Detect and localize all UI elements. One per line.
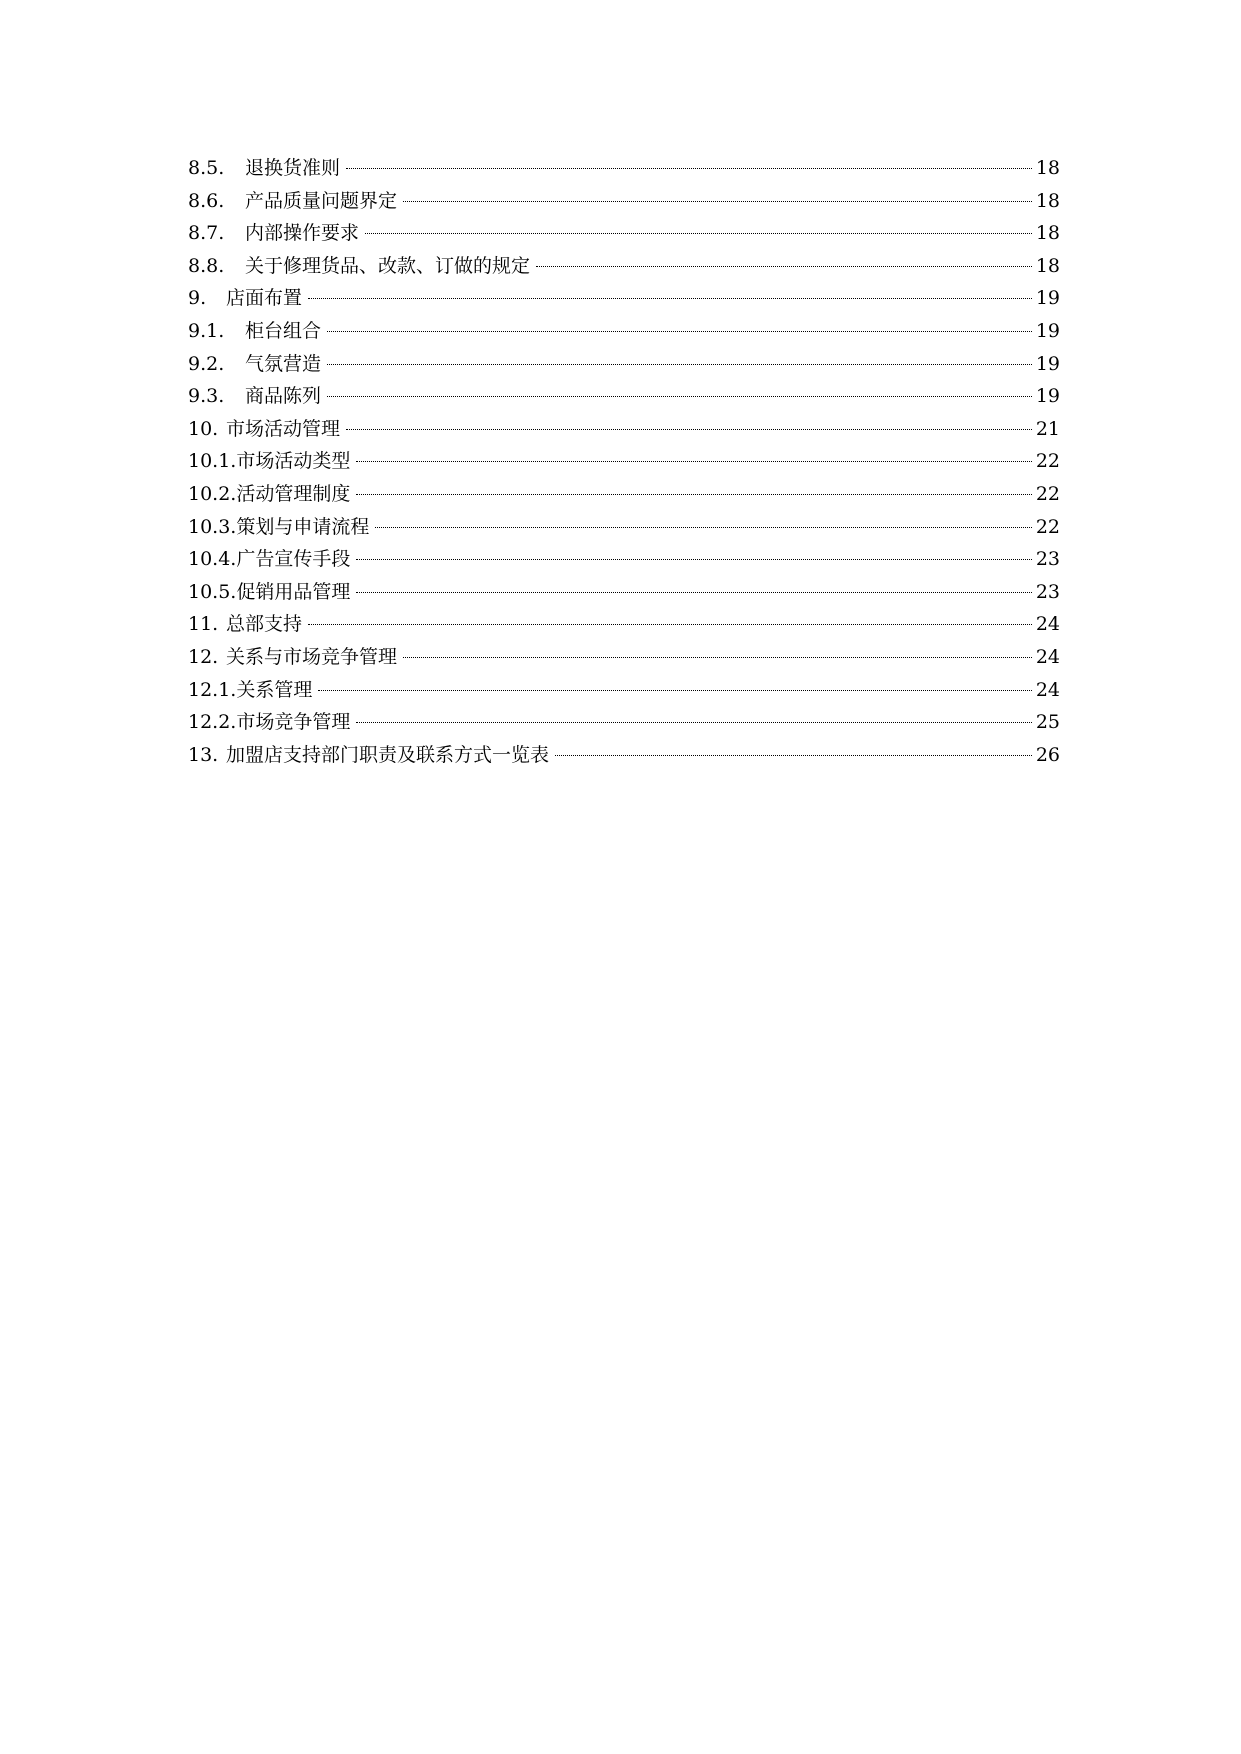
toc-entry-page: 24 — [1035, 645, 1060, 668]
toc-entry-number: 10.3. — [188, 515, 237, 538]
dot-leader — [356, 559, 1031, 560]
toc-entry-title: 产品质量问题界定 — [245, 189, 398, 212]
toc-entry-page: 22 — [1035, 450, 1060, 473]
toc-entry-13[interactable] — [188, 739, 1060, 772]
toc-entry-page: 19 — [1035, 319, 1060, 342]
toc-entry-number: 8.7. — [188, 222, 225, 245]
dot-leader — [346, 168, 1032, 169]
toc-entry-page: 18 — [1035, 157, 1060, 179]
toc-entry-title: 气氛营造 — [245, 352, 322, 375]
toc-entry-page: 18 — [1035, 254, 1060, 277]
toc-entry-title: 内部操作要求 — [245, 222, 360, 245]
table-of-contents — [188, 152, 1060, 771]
toc-entry-page: 24 — [1035, 678, 1060, 701]
toc-entry-page: 18 — [1035, 222, 1060, 245]
toc-entry-number: 10. — [188, 417, 219, 440]
toc-entry-12[interactable] — [188, 641, 1060, 674]
dot-leader — [318, 690, 1031, 691]
dot-leader — [375, 527, 1031, 528]
dot-leader — [356, 722, 1031, 723]
toc-entry-title: 市场活动类型 — [236, 450, 351, 473]
toc-entry-page: 25 — [1035, 711, 1060, 734]
dot-leader — [555, 755, 1032, 756]
toc-entry-page: 21 — [1035, 417, 1060, 440]
toc-entry-number: 9. — [188, 287, 207, 310]
toc-entry-title: 柜台组合 — [245, 319, 322, 342]
toc-entry-9-3[interactable] — [188, 380, 1060, 413]
toc-entry-title: 退换货准则 — [245, 157, 341, 179]
dot-leader — [327, 364, 1032, 365]
dot-leader — [403, 201, 1032, 202]
toc-entry-number: 10.4. — [188, 548, 237, 571]
dot-leader — [346, 429, 1032, 430]
toc-entry-number: 9.3. — [188, 385, 225, 408]
toc-entry-page: 18 — [1035, 189, 1060, 212]
dot-leader — [308, 298, 1032, 299]
toc-entry-title: 策划与申请流程 — [236, 515, 370, 538]
toc-entry-page: 26 — [1035, 743, 1060, 766]
toc-entry-11[interactable] — [188, 608, 1060, 641]
toc-entry-page: 22 — [1035, 482, 1060, 505]
dot-leader — [356, 461, 1031, 462]
toc-entry-number: 12.1. — [188, 678, 237, 701]
toc-entry-title: 活动管理制度 — [236, 482, 351, 505]
toc-entry-number: 8.5. — [188, 157, 225, 179]
dot-leader — [327, 396, 1032, 397]
toc-entry-12-1[interactable] — [188, 674, 1060, 707]
toc-entry-page: 23 — [1035, 548, 1060, 571]
toc-entry-10-3[interactable] — [188, 511, 1060, 544]
toc-entry-page: 22 — [1035, 515, 1060, 538]
toc-entry-page: 24 — [1035, 613, 1060, 636]
toc-entry-9-1[interactable] — [188, 315, 1060, 348]
toc-entry-title: 关于修理货品、改款、订做的规定 — [245, 254, 531, 277]
toc-entry-page: 19 — [1035, 352, 1060, 375]
dot-leader — [308, 624, 1032, 625]
toc-entry-number: 9.1. — [188, 319, 225, 342]
toc-entry-8-7[interactable] — [188, 217, 1060, 250]
toc-entry-number: 9.2. — [188, 352, 225, 375]
toc-entry-8-5[interactable] — [188, 152, 1060, 185]
toc-entry-12-2[interactable] — [188, 706, 1060, 739]
toc-entry-number: 10.5. — [188, 580, 237, 603]
toc-entry-8-6[interactable] — [188, 185, 1060, 218]
toc-entry-title: 促销用品管理 — [236, 580, 351, 603]
toc-entry-title: 广告宣传手段 — [236, 548, 351, 571]
dot-leader — [356, 592, 1031, 593]
toc-entry-page: 19 — [1035, 287, 1060, 310]
toc-entry-number: 8.6. — [188, 189, 225, 212]
toc-entry-10-2[interactable] — [188, 478, 1060, 511]
toc-entry-title: 关系管理 — [236, 678, 313, 701]
toc-entry-title: 商品陈列 — [245, 385, 322, 408]
toc-entry-number: 13. — [188, 743, 219, 766]
dot-leader — [327, 331, 1032, 332]
toc-entry-10-1[interactable] — [188, 445, 1060, 478]
toc-entry-number: 10.1. — [188, 450, 237, 473]
toc-entry-8-8[interactable] — [188, 250, 1060, 283]
toc-entry-title: 店面布置 — [226, 287, 303, 310]
toc-entry-page: 19 — [1035, 385, 1060, 408]
toc-entry-10[interactable] — [188, 413, 1060, 446]
toc-entry-title: 总部支持 — [226, 613, 303, 636]
toc-entry-page: 23 — [1035, 580, 1060, 603]
toc-entry-10-5[interactable] — [188, 576, 1060, 609]
toc-entry-number: 12. — [188, 645, 219, 668]
toc-entry-number: 11. — [188, 613, 219, 636]
dot-leader — [536, 266, 1032, 267]
toc-entry-title: 市场活动管理 — [226, 417, 341, 440]
toc-entry-title: 市场竞争管理 — [236, 711, 351, 734]
toc-entry-title: 加盟店支持部门职责及联系方式一览表 — [226, 743, 550, 766]
dot-leader — [365, 233, 1032, 234]
toc-entry-number: 12.2. — [188, 711, 237, 734]
toc-entry-number: 10.2. — [188, 482, 237, 505]
dot-leader — [356, 494, 1031, 495]
toc-entry-number: 8.8. — [188, 254, 225, 277]
toc-entry-title: 关系与市场竞争管理 — [226, 645, 398, 668]
toc-entry-10-4[interactable] — [188, 543, 1060, 576]
dot-leader — [403, 657, 1032, 658]
toc-entry-9[interactable] — [188, 282, 1060, 315]
toc-entry-9-2[interactable] — [188, 348, 1060, 381]
